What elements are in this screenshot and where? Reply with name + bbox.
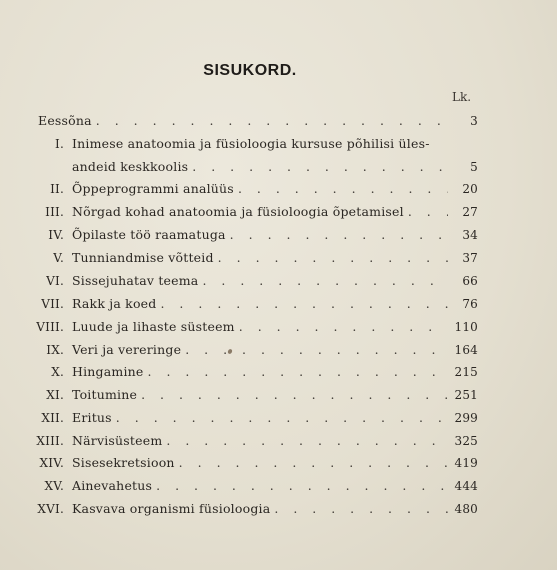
- page-title: SISUKORD.: [203, 62, 297, 79]
- toc-entry-title: Veri ja vereringe: [72, 342, 182, 357]
- toc-entry-title: Toitumine: [72, 387, 138, 402]
- toc-entry-page: 325: [454, 434, 478, 448]
- toc-entry-title: Rakk ja koed: [72, 296, 157, 311]
- toc-entry: [0, 387, 478, 407]
- dot-leader: [181, 342, 448, 357]
- dot-leader: [92, 113, 448, 128]
- dot-leader: [162, 433, 448, 448]
- dot-leader: [198, 273, 448, 288]
- dot-leader: [137, 387, 448, 402]
- toc-entry-title: Ainevahetus: [72, 478, 153, 493]
- toc-entry-number: X.: [51, 365, 64, 379]
- toc-entry-page: 419: [454, 456, 478, 470]
- dot-leader: [175, 455, 448, 470]
- dot-leader: [188, 159, 448, 174]
- toc-entry: [0, 433, 478, 453]
- toc-entry-page: 5: [470, 160, 478, 174]
- toc-entry: [0, 250, 478, 270]
- toc-entry: [0, 296, 478, 316]
- toc-entry-page: 164: [454, 343, 478, 357]
- dot-leader: [112, 410, 448, 425]
- toc-entry-number: V.: [53, 251, 64, 265]
- toc-entry-number: I.: [55, 137, 64, 151]
- dot-leader: [404, 204, 448, 219]
- toc-entry-page: 20: [462, 182, 478, 196]
- toc-entry-number: IX.: [46, 343, 64, 357]
- toc-entry-number: XIII.: [36, 434, 64, 448]
- toc-entry-page: 34: [462, 228, 478, 242]
- toc-entry: [0, 319, 478, 339]
- dot-leader: [214, 250, 448, 265]
- dot-leader: [226, 227, 448, 242]
- toc-entry-title: Kasvava organismi füsioloogia: [72, 501, 271, 516]
- toc-entry-page: 37: [462, 251, 478, 265]
- toc-entry-page: 480: [454, 502, 478, 516]
- toc-entry-title: Hingamine: [72, 364, 144, 379]
- toc-entry: [0, 159, 478, 179]
- toc-entry-page: 251: [454, 388, 478, 402]
- toc-entry-page: 110: [454, 320, 478, 334]
- toc-entry-title: Tunniandmise võtteid: [72, 250, 214, 265]
- toc-entry: [0, 364, 478, 384]
- toc-entry-number: III.: [45, 205, 64, 219]
- toc-entry-title: Eessõna: [38, 113, 92, 128]
- toc-entry-title: Õppeprogrammi analüüs: [72, 181, 234, 196]
- toc-entry: [0, 227, 478, 247]
- toc-entry-page: 3: [470, 114, 478, 128]
- toc-entry: [0, 113, 478, 133]
- toc-entry-page: 444: [454, 479, 478, 493]
- toc-entry-number: XVI.: [37, 502, 64, 516]
- toc-entry-title: Sisesekretsioon: [72, 455, 175, 470]
- toc-entry-number: XV.: [44, 479, 64, 493]
- toc-entry: [0, 273, 478, 293]
- toc-entry-page: 299: [454, 411, 478, 425]
- toc-entry-title: Õpilaste töö raamatuga: [72, 227, 226, 242]
- toc-entry-number: VIII.: [36, 320, 64, 334]
- toc-entry-title: Luude ja lihaste süsteem: [72, 319, 235, 334]
- toc-entry-number: VI.: [46, 274, 64, 288]
- toc-entry: [0, 478, 478, 498]
- toc-entry-number: XII.: [41, 411, 64, 425]
- toc-entry-title: Sissejuhatav teema: [72, 273, 199, 288]
- toc-entry-title: Inimese anatoomia ja füsioloogia kursuse põhilisi üles-: [72, 136, 430, 151]
- toc-entry-title: andeid keskkoolis: [72, 159, 189, 174]
- dot-leader: [235, 319, 448, 334]
- toc-entry-number: XIV.: [39, 456, 64, 470]
- page-column-header: Lk.: [452, 90, 472, 104]
- toc-entry: [0, 455, 478, 475]
- dot-leader: [156, 296, 448, 311]
- dot-leader: [234, 181, 448, 196]
- toc-entry: [0, 342, 478, 362]
- toc-entry: [0, 181, 478, 201]
- toc-entry-title: Nõrgad kohad anatoomia ja füsioloogia õpetamisel: [72, 204, 404, 219]
- toc-entry-page: 215: [454, 365, 478, 379]
- toc-entry-number: XI.: [46, 388, 64, 402]
- toc-entry: [0, 501, 478, 521]
- toc-entry-page: 76: [462, 297, 478, 311]
- toc-entry-title: Eritus: [72, 410, 112, 425]
- dot-leader: [144, 364, 448, 379]
- toc-entry-page: 66: [462, 274, 478, 288]
- dot-leader: [270, 501, 448, 516]
- toc-entry-number: VII.: [41, 297, 64, 311]
- toc-entry: [0, 410, 478, 430]
- toc-entry-number: IV.: [48, 228, 64, 242]
- toc-entry-number: II.: [50, 182, 64, 196]
- dot-leader: [152, 478, 448, 493]
- toc-entry: [0, 204, 478, 224]
- toc-entry-title: Närvisüsteem: [72, 433, 163, 448]
- toc-entry: [0, 136, 478, 156]
- toc-entry-page: 27: [462, 205, 478, 219]
